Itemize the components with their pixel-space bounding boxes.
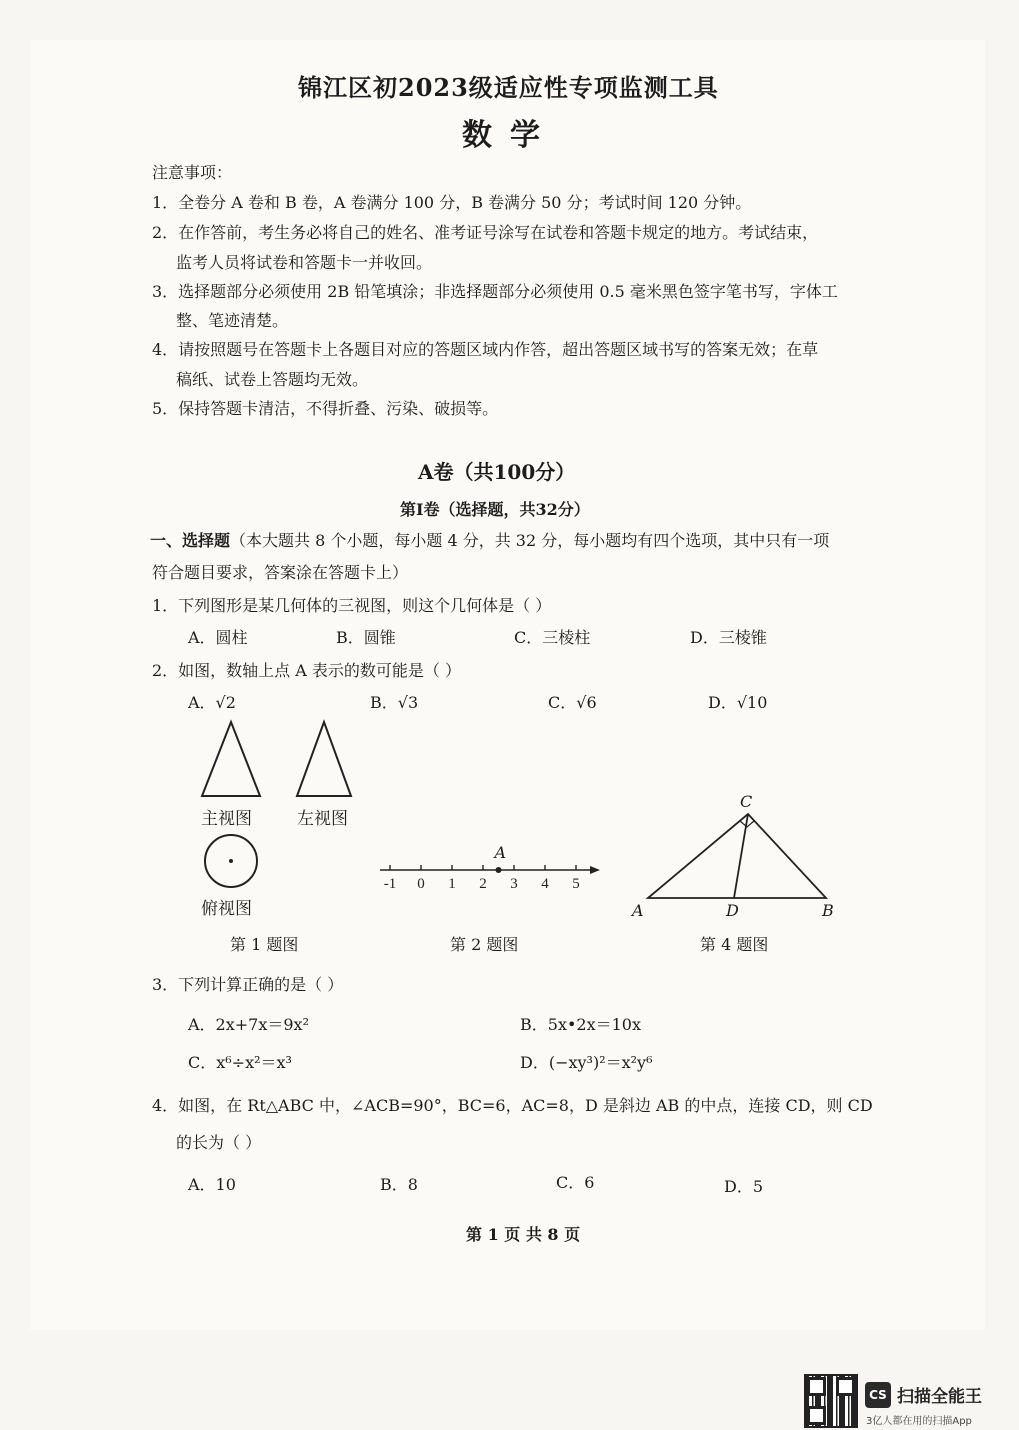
camscanner-logo-icon: CS [865,1382,891,1408]
q1-option-b: B．圆锥 [336,628,396,647]
scanner-brand-tagline: 3亿人都在用的扫描App [866,1416,972,1427]
number-line-point-a-label: A [494,843,507,862]
left-view-triangle [292,718,356,800]
q2-option-b: B．√3 [370,693,419,712]
left-view-label: 左视图 [297,809,348,829]
section-a-title: A卷（共100分） [418,460,576,484]
figure-2-caption: 第 2 题图 [450,935,519,954]
q3-option-a: A．2x+7x＝9x² [188,1015,309,1034]
choice-instructions-cont: 符合题目要求，答案涂在答题卡上） [152,563,409,582]
top-view-circle [200,834,262,890]
number-line-tick-label: 5 [572,876,580,892]
exam-subject: 数学 [462,118,558,153]
notice-item-3-cont: 整、笔迹清楚。 [176,311,289,330]
right-triangle-figure [640,808,836,906]
front-view-triangle [196,718,266,800]
q1-stem: 1．下列图形是某几何体的三视图，则这个几何体是（ ） [152,596,552,615]
q3-option-b: B．5x•2x＝10x [520,1015,641,1034]
q1-option-a: A．圆柱 [188,628,248,647]
q3-stem: 3．下列计算正确的是（ ） [152,975,344,994]
figure-1-caption: 第 1 题图 [230,935,299,954]
q4-option-d: D．5 [724,1177,764,1196]
front-view-label: 主视图 [201,809,252,829]
q2-option-a: A．√2 [188,693,236,712]
q4-option-b: B．8 [380,1175,418,1194]
notice-item-2: 2．在作答前，考生务必将自己的姓名、准考证号涂写在试卷和答题卡规定的地方。考试结束， [152,223,819,242]
choice-instructions [150,528,829,551]
exam-title: 锦江区初2023级适应性专项监测工具 [298,73,719,102]
part-1-title: 第Ⅰ卷（选择题，共32分） [400,500,590,519]
number-line-tick-label: 1 [448,876,456,892]
qr-code [806,1376,856,1426]
choice-instructions-text: （本大题共 8 个小题，每小题 4 分，共 32 分，每小题均有四个选项，其中只有一项 [230,531,830,550]
q2-option-d: D．√10 [708,693,768,712]
triangle-point-d: D [726,901,739,920]
q4-stem-cont: 的长为（ ） [176,1133,262,1152]
q2-stem: 2．如图，数轴上点 A 表示的数可能是（ ） [152,661,461,680]
number-line-tick-label: 3 [510,876,518,892]
q3-option-d: D．(−xy³)²＝x²y⁶ [520,1053,653,1072]
number-line-point-a [496,867,502,873]
q4-stem: 4．如图，在 Rt△ABC 中，∠ACB=90°，BC=6，AC=8，D 是斜边 AB 的中点，连接 CD，则 CD [152,1096,873,1115]
figure-4-caption: 第 4 题图 [700,935,769,954]
notice-heading: 注意事项： [152,163,233,182]
number-line-tick-label: 2 [479,876,487,892]
triangle-vertex-b: B [822,901,834,920]
choice-instructions-heading: 一、选择题 [150,531,231,550]
q4-option-a: A．10 [188,1175,236,1194]
page-number: 第 1 页 共 8 页 [466,1225,581,1244]
q3-option-c: C．x⁶÷x²＝x³ [188,1053,292,1072]
notice-item-5: 5．保持答题卡清洁，不得折叠、污染、破损等。 [152,399,499,418]
number-line-tick-label: -1 [383,876,397,892]
triangle-vertex-c: C [740,792,753,811]
q4-option-c: C．6 [556,1173,595,1192]
number-line-tick-label: 4 [541,876,549,892]
notice-item-4: 4．请按照题号在答题卡上各题目对应的答题区域内作答，超出答题区域书写的答案无效；在草 [152,340,819,359]
notice-item-1: 1．全卷分 A 卷和 B 卷，A 卷满分 100 分，B 卷满分 50 分；考试时间 120 分钟。 [152,193,752,212]
notice-item-2-cont: 监考人员将试卷和答题卡一并收回。 [176,253,433,272]
number-line-tick-label: 0 [417,876,425,892]
q2-option-c: C．√6 [548,693,597,712]
top-view-label: 俯视图 [201,899,252,919]
triangle-vertex-a: A [632,901,644,920]
q1-option-c: C．三棱柱 [514,628,591,647]
number-line [376,842,604,892]
scanner-brand-name: 扫描全能王 [897,1387,982,1407]
notice-item-3: 3．选择题部分必须使用 2B 铅笔填涂；非选择题部分必须使用 0.5 毫米黑色签字笔书写，字体工 [152,282,838,301]
q1-option-d: D．三棱锥 [690,628,767,647]
notice-item-4-cont: 稿纸、试卷上答题均无效。 [176,370,369,389]
